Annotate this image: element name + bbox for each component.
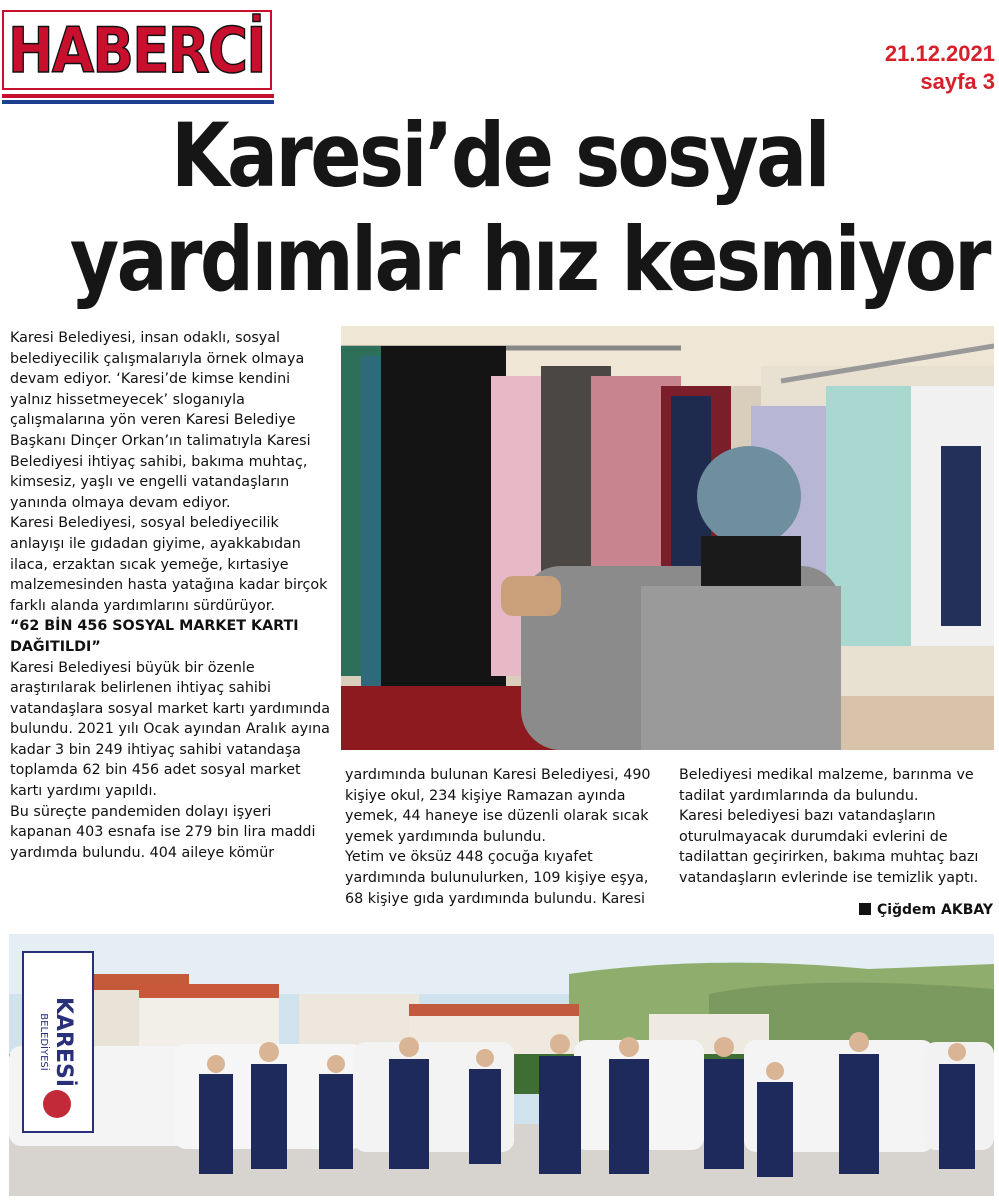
dateline — [885, 40, 995, 96]
subheading: “62 BİN 456 SOSYAL MARKET KARTI DAĞITILDI” — [10, 618, 299, 655]
headline-line-2: yardımlar hız kesmiyor — [69, 208, 989, 311]
paragraph: Belediyesi medikal malzeme, barınma ve tadilat yardımlarında da bulundu. — [679, 767, 974, 804]
byline-square-icon — [859, 903, 871, 915]
paragraph: Karesi Belediyesi, sosyal belediyecilik anlayışı ile gıdadan giyime, ayakkabıdan ilaca, erzaktan sıcak yemeğe, kırtasiye malzemesinden hasta yatağına kadar birçok farklı alanda yardımlarını sürdürüyor. — [10, 515, 328, 614]
headline — [0, 104, 999, 312]
paragraph: yardımında bulunan Karesi Belediyesi, 490 kişiye okul, 234 kişiye Ramazan ayında yemek, 44 haneye ise düzenli olarak sıcak yemek yardımında bulundu. — [345, 767, 651, 845]
article-column-2 — [345, 765, 663, 909]
headline-line-1: Karesi’de sosyal — [170, 104, 829, 207]
logo-text: HABERCİ — [8, 14, 265, 87]
byline — [859, 902, 993, 918]
article-column-1 — [10, 328, 330, 863]
paragraph: Bu süreçte pandemiden dolayı işyeri kapanan 403 esnafa ise 279 bin lira maddi yardımda bulundu. 404 aileye kömür — [10, 803, 316, 861]
author-name: Çiğdem AKBAY — [876, 902, 993, 918]
page-number: sayfa 3 — [920, 69, 995, 94]
paragraph: Karesi Belediyesi büyük bir özenle araştırılarak belirlenen ihtiyaç sahibi vatandaşlara sosyal market kartı yardımında bulundu. 2021 yılı Ocak ayından Aralık ayına kadar 3 bin 249 ihtiyaç sahibi vatandaşa toplamda 62 bin 456 adet sosyal market kartı yardımı yapıldı. — [10, 659, 330, 800]
article-column-3 — [679, 765, 995, 889]
paragraph: Yetim ve öksüz 448 çocuğa kıyafet yardımında bulunulurken, 109 kişiye eşya, 68 kişiye gıda yardımında bulundu. Karesi — [345, 849, 649, 907]
clothing-store-photo — [341, 326, 994, 750]
banner-subtext: BELEDİYESİ — [38, 1013, 49, 1071]
paragraph: Karesi belediyesi bazı vatandaşların oturulmayacak durumdaki evlerini de tadilattan geçirirken, bakıma muhtaç bazı vatandaşların evlerinde ise temizlik yaptı. — [679, 808, 979, 886]
staff-group-photo — [9, 934, 994, 1196]
logo — [2, 10, 272, 90]
masthead — [2, 10, 274, 102]
banner-text: KARESİ — [51, 996, 76, 1088]
paragraph: Karesi Belediyesi, insan odaklı, sosyal belediyecilik çalışmalarıyla örnek olmaya devam ediyor. ‘Karesi’de kimse kendini yalnız hissetmeyecek’ sloganıyla çalışmalarına yön veren Karesi Belediye Başkanı Dinçer Orkan’ın talimatıyla Karesi Belediyesi ihtiyaç sahibi, bakıma muhtaç, kimsesiz, yaşlı ve engelli vatandaşların yanında olmaya devam ediyor. — [10, 330, 311, 511]
issue-date: 21.12.2021 — [884, 41, 995, 66]
logo-stripe-red — [2, 94, 274, 98]
